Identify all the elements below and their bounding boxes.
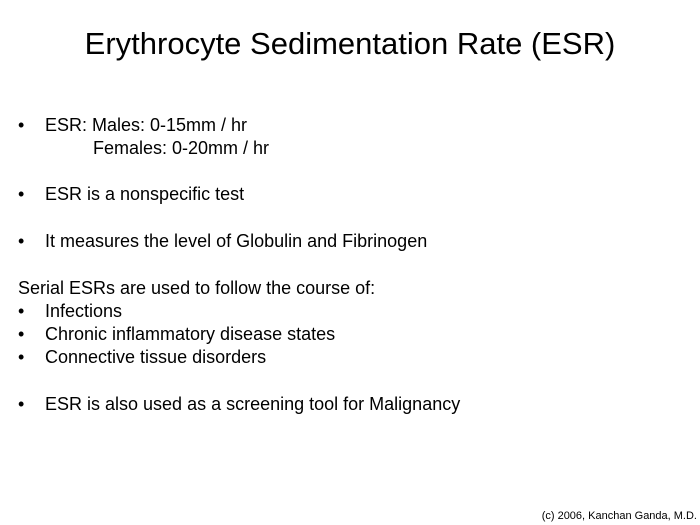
nonspecific-test-text: ESR is a nonspecific test xyxy=(45,184,245,204)
bullet-icon: • xyxy=(18,231,25,251)
bullet-icon: • xyxy=(18,347,25,367)
list-item: Chronic inflammatory disease states xyxy=(45,324,336,344)
esr-males-range: ESR: Males: 0-15mm / hr xyxy=(45,115,248,135)
measures-text: It measures the level of Globulin and Fibrinogen xyxy=(45,231,428,251)
bullet-icon: • xyxy=(18,115,25,135)
bullet-icon: • xyxy=(18,324,25,344)
bullet-icon: • xyxy=(18,184,25,204)
esr-females-range: Females: 0-20mm / hr xyxy=(93,138,270,158)
copyright-footer: (c) 2006, Kanchan Ganda, M.D. xyxy=(541,510,697,522)
list-item: Infections xyxy=(45,301,123,321)
bullet-icon: • xyxy=(18,301,25,321)
list-item: Connective tissue disorders xyxy=(45,347,267,367)
bullet-icon: • xyxy=(18,394,25,414)
screening-text: ESR is also used as a screening tool for Malignancy xyxy=(45,394,461,414)
serial-heading: Serial ESRs are used to follow the course of: xyxy=(18,278,376,298)
slide-title: Erythrocyte Sedimentation Rate (ESR) xyxy=(84,26,616,61)
